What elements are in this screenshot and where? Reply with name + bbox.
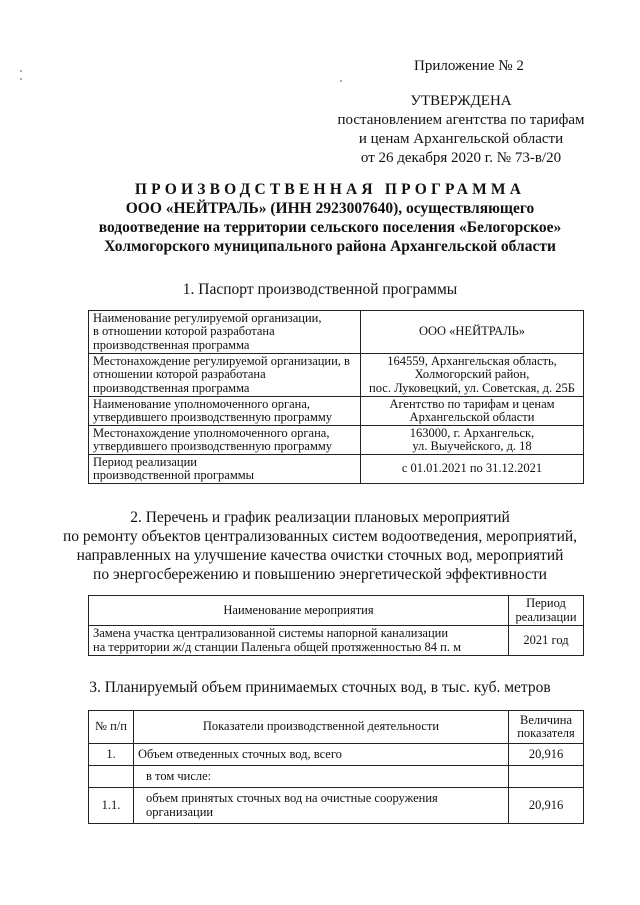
table-header-row [89,596,584,626]
cell-line: в отношении которой разработана [93,324,275,339]
column-header [509,711,584,744]
table-row [89,626,584,656]
indicator-value [509,766,584,788]
table-row [89,426,584,455]
passport-value [361,354,584,397]
indicator-value: 20,916 [509,744,584,766]
table-row [89,788,584,824]
row-number: 1. [89,744,134,766]
title-line: ООО «НЕЙТРАЛЬ» (ИНН 2923007640), осуществляющего [125,200,535,217]
cell-line: утвердившего производственную программу [93,410,333,424]
passport-label [89,426,361,455]
cell-line: Наименование регулируемой организации, [93,310,322,325]
cell-line: Наименование уполномоченного органа, [93,396,310,411]
table-header-row [89,711,584,744]
document-title [60,180,600,256]
cell-line: организации [146,804,214,819]
cell-line: объем принятых сточных вод на очистные сооружения [146,791,438,805]
table-row [89,354,584,397]
header-line: Величина [519,712,573,727]
cell-line: производственная программа [93,337,250,352]
header-line: Период [526,596,566,610]
passport-value [361,397,584,426]
cell-line: Архангельской области [409,410,535,424]
passport-label [89,455,361,484]
passport-table [88,310,584,484]
title-line: ПРОИЗВОДСТВЕННАЯ ПРОГРАММА [134,181,526,198]
table-row [89,397,584,426]
appendix-number: Приложение № 2 [414,58,524,74]
title-line: Холмогорского муниципального района Архангельской области [104,238,556,255]
row-number: 1.1. [89,788,134,824]
passport-label [89,354,361,397]
cell-line: Местонахождение уполномоченного органа, [93,425,330,440]
column-header: № п/п [89,711,134,744]
cell-line: 164559, Архангельская область, [387,353,557,368]
column-header: Показатели производственной деятельности [134,711,509,744]
scan-speck [340,80,342,82]
column-header: Наименование мероприятия [89,596,509,626]
cell-line: Холмогорский район, [414,367,530,382]
heading-line: 2. Перечень и график реализации плановых мероприятий [130,509,510,526]
heading-line: по ремонту объектов централизованных систем водоотведения, мероприятий, [62,528,578,545]
cell-line: Период реализации [93,454,197,469]
passport-label [89,311,361,354]
approval-stamp: УТВЕРЖДЕНА [410,93,512,109]
passport-label [89,397,361,426]
title-line: водоотведение на территории сельского поселения «Белогорское» [98,219,562,236]
table-row [89,766,584,788]
cell-line: на территории ж/д станции Паленьга общей протяженностью 84 п. м [93,639,461,654]
heading-line: направленных на улучшение качества очистки сточных вод, мероприятий [76,547,564,564]
indicator-value: 20,916 [509,788,584,824]
section1-heading: 1. Паспорт производственной программы [182,281,458,298]
table-row [89,455,584,484]
cell-line: отношении которой разработана [93,367,266,382]
cell-line: ООО «НЕЙТРАЛЬ» [418,324,526,339]
cell-line: производственной программы [93,468,255,482]
cell-line: производственная программа [93,380,250,395]
table-row [89,744,584,766]
passport-value [361,311,584,354]
cell-line: Местонахождение регулируемой организации, в [93,353,350,368]
volume-table [88,710,584,824]
header-line: показателя [517,726,575,740]
event-period: 2021 год [509,626,584,656]
scan-speck [20,78,22,80]
approval-block [330,92,592,168]
row-number [89,766,134,788]
cell-line: 163000, г. Архангельск, [409,425,535,440]
cell-line: ул. Выучейского, д. 18 [412,439,532,453]
header-line: реализации [515,609,577,624]
scan-speck [20,70,22,72]
section2-heading [40,508,600,584]
event-name [89,626,509,656]
heading-line: по энергосбережению и повышению энергетической эффективности [93,566,547,583]
cell-line: с 01.01.2021 по 31.12.2021 [401,461,543,476]
cell-line: пос. Луковецкий, ул. Советская, д. 25Б [369,380,575,395]
column-header [509,596,584,626]
approval-line: и ценам Архангельской области [358,131,564,147]
events-table [88,595,584,656]
indicator-text [134,788,509,824]
indicator-text: в том числе: [134,766,509,788]
cell-line: Агентство по тарифам и ценам [389,396,555,411]
approval-date: от 26 декабря 2020 г. № 73-в/20 [360,150,562,166]
table-row [89,311,584,354]
indicator-text: Объем отведенных сточных вод, всего [134,744,509,766]
passport-value [361,455,584,484]
cell-line: утвердившего производственную программу [93,439,333,453]
cell-line: Замена участка централизованной системы напорной канализации [93,626,449,640]
section3-heading: 3. Планируемый объем принимаемых сточных вод, в тыс. куб. метров [89,679,551,696]
approval-line: постановлением агентства по тарифам [337,112,585,128]
passport-value [361,426,584,455]
